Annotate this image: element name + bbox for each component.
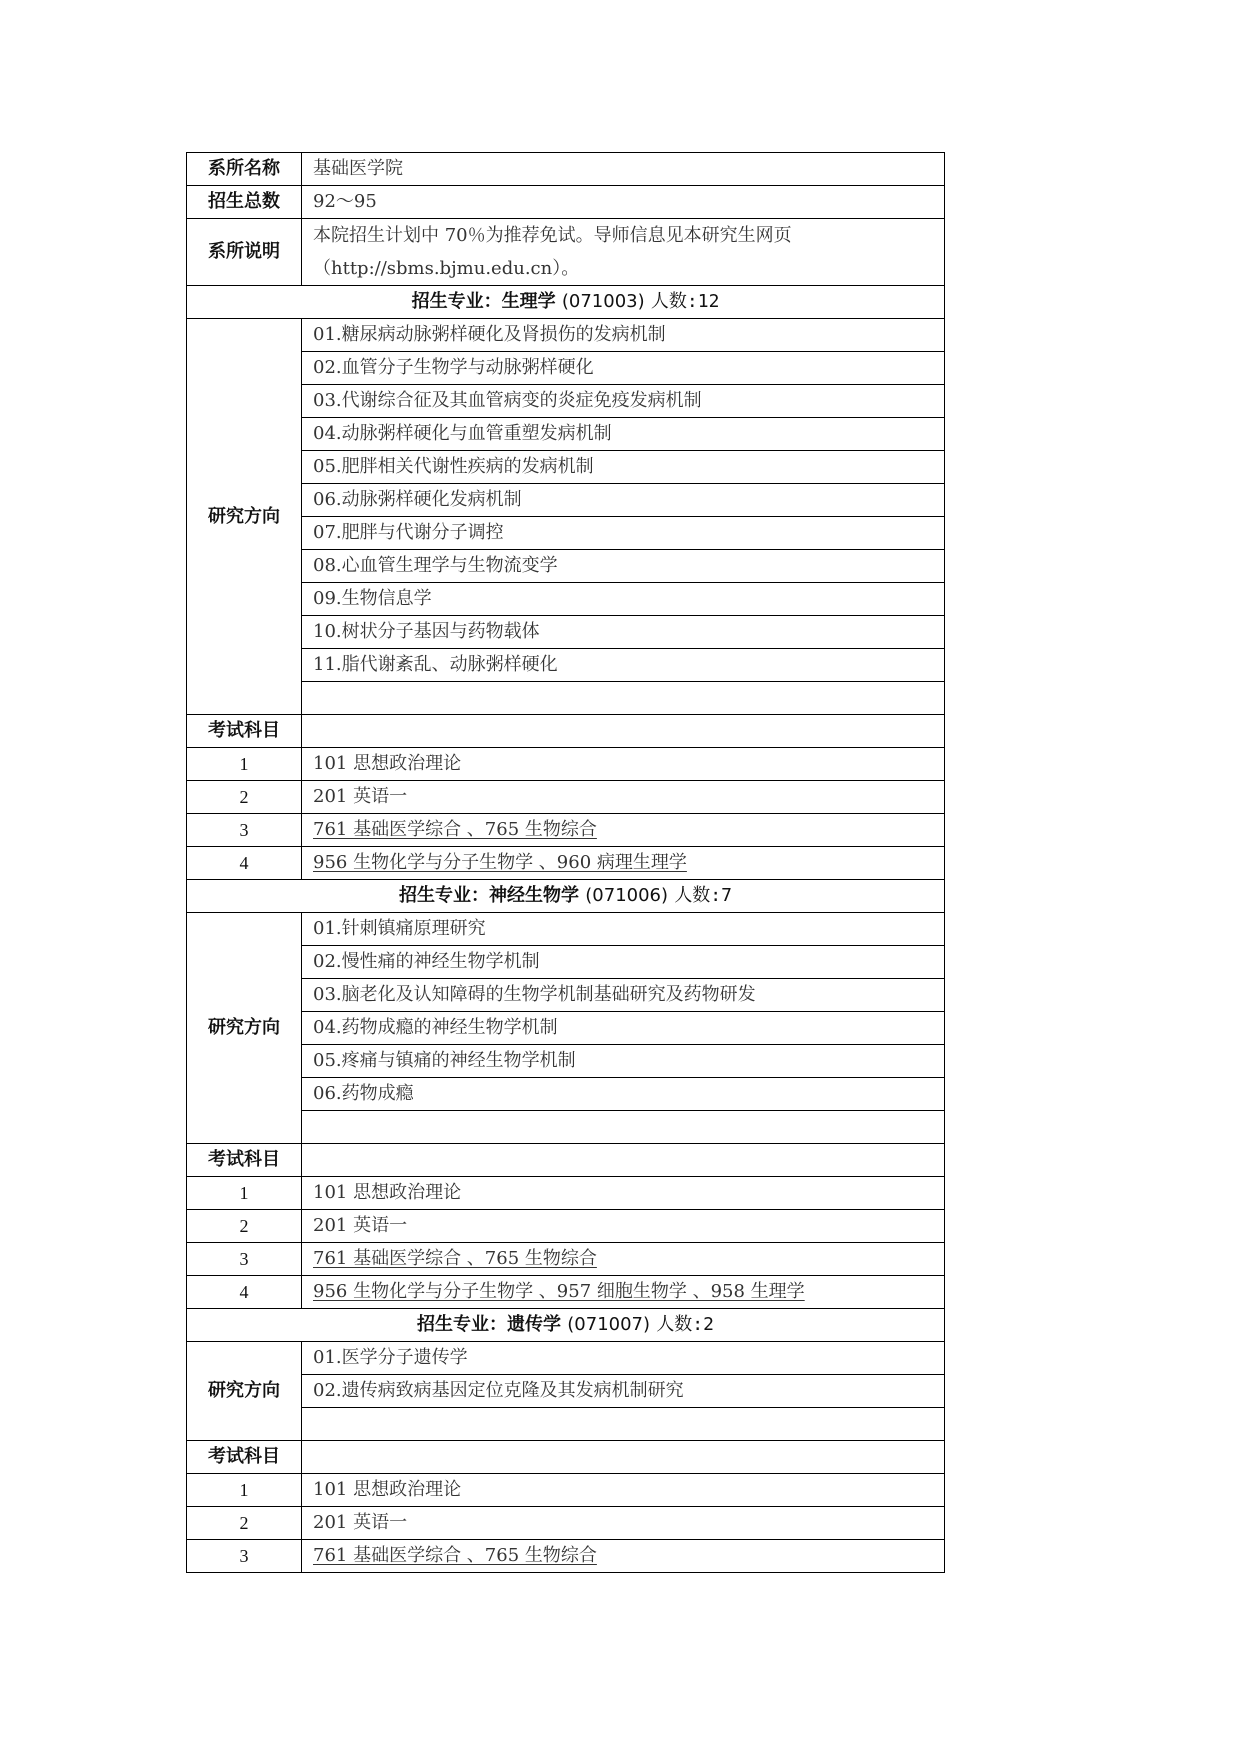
exam-subject: 101 思想政治理论 [302, 1177, 945, 1210]
direction-item: 09.生物信息学 [302, 583, 945, 616]
research-label: 研究方向 [187, 319, 302, 715]
exam-row [187, 1474, 945, 1507]
exam-subject-link[interactable]: 761 基础医学综合 、765 生物综合 [302, 1243, 945, 1276]
major-title [187, 1309, 945, 1342]
direction-row [187, 319, 945, 352]
total-value: 92～95 [302, 186, 945, 219]
exam-subject-link[interactable]: 761 基础医学综合 、765 生物综合 [302, 814, 945, 847]
direction-empty [302, 1111, 945, 1144]
major-title [187, 880, 945, 913]
direction-item: 11.脂代谢紊乱、动脉粥样硬化 [302, 649, 945, 682]
exam-no: 1 [187, 1177, 302, 1210]
direction-item: 07.肥胖与代谢分子调控 [302, 517, 945, 550]
major-title-text: 招生专业：遗传学 [416, 1314, 561, 1335]
dept-name-row [187, 153, 945, 186]
research-label: 研究方向 [187, 913, 302, 1144]
major-header-row [187, 286, 945, 319]
direction-item: 02.血管分子生物学与动脉粥样硬化 [302, 352, 945, 385]
direction-empty [302, 682, 945, 715]
exam-row [187, 781, 945, 814]
exam-no: 2 [187, 1210, 302, 1243]
direction-item: 06.动脉粥样硬化发病机制 [302, 484, 945, 517]
research-label: 研究方向 [187, 1342, 302, 1441]
direction-item: 03.代谢综合征及其血管病变的炎症免疫发病机制 [302, 385, 945, 418]
direction-item: 05.肥胖相关代谢性疾病的发病机制 [302, 451, 945, 484]
major-header-row [187, 1309, 945, 1342]
exam-subject-link[interactable]: 956 生物化学与分子生物学 、960 病理生理学 [302, 847, 945, 880]
exam-label: 考试科目 [187, 1441, 302, 1474]
direction-row [187, 1342, 945, 1375]
exam-no: 3 [187, 814, 302, 847]
total-label: 招生总数 [187, 186, 302, 219]
exam-row [187, 1507, 945, 1540]
exam-header-row [187, 1441, 945, 1474]
exam-row [187, 1276, 945, 1309]
major-code: (071006) [585, 885, 669, 906]
dept-name-value: 基础医学院 [302, 153, 945, 186]
exam-no: 3 [187, 1540, 302, 1573]
direction-item: 03.脑老化及认知障碍的生物学机制基础研究及药物研发 [302, 979, 945, 1012]
direction-item: 05.疼痛与镇痛的神经生物学机制 [302, 1045, 945, 1078]
desc-line-2: （http://sbms.bjmu.edu.cn）。 [313, 258, 580, 279]
exam-label: 考试科目 [187, 715, 302, 748]
enrollment-table-page [186, 152, 944, 1573]
dept-name-label: 系所名称 [187, 153, 302, 186]
exam-header-empty [302, 715, 945, 748]
exam-no: 4 [187, 1276, 302, 1309]
direction-item: 08.心血管生理学与生物流变学 [302, 550, 945, 583]
direction-item: 04.动脉粥样硬化与血管重塑发病机制 [302, 418, 945, 451]
exam-no: 2 [187, 1507, 302, 1540]
direction-item: 06.药物成瘾 [302, 1078, 945, 1111]
exam-no: 3 [187, 1243, 302, 1276]
direction-item: 01.糖尿病动脉粥样硬化及肾损伤的发病机制 [302, 319, 945, 352]
exam-subject: 201 英语一 [302, 1507, 945, 1540]
desc-row [187, 219, 945, 286]
direction-item: 01.医学分子遗传学 [302, 1342, 945, 1375]
desc-line-1: 本院招生计划中 70％为推荐免试。导师信息见本研究生网页 [313, 225, 792, 246]
exam-subject-link[interactable]: 761 基础医学综合 、765 生物综合 [302, 1540, 945, 1573]
direction-item: 10.树状分子基因与药物载体 [302, 616, 945, 649]
major-header-row [187, 880, 945, 913]
exam-no: 1 [187, 1474, 302, 1507]
desc-value [302, 219, 945, 286]
exam-row [187, 847, 945, 880]
major-title-text: 招生专业：神经生物学 [398, 885, 579, 906]
exam-header-row [187, 715, 945, 748]
exam-subject: 101 思想政治理论 [302, 748, 945, 781]
major-code: (071007) [567, 1314, 651, 1335]
enrollment-table [186, 152, 945, 1573]
desc-label: 系所说明 [187, 219, 302, 286]
direction-row [187, 913, 945, 946]
exam-row [187, 1243, 945, 1276]
exam-row [187, 748, 945, 781]
major-count: 人数:2 [656, 1314, 714, 1335]
major-title [187, 286, 945, 319]
exam-label: 考试科目 [187, 1144, 302, 1177]
exam-header-empty [302, 1441, 945, 1474]
major-title-text: 招生专业：生理学 [411, 291, 556, 312]
major-count: 人数:7 [674, 885, 732, 906]
exam-row [187, 1540, 945, 1573]
exam-subject-link[interactable]: 956 生物化学与分子生物学 、957 细胞生物学 、958 生理学 [302, 1276, 945, 1309]
exam-header-empty [302, 1144, 945, 1177]
exam-header-row [187, 1144, 945, 1177]
major-code: (071003) [561, 291, 645, 312]
exam-no: 4 [187, 847, 302, 880]
direction-empty [302, 1408, 945, 1441]
direction-item: 04.药物成瘾的神经生物学机制 [302, 1012, 945, 1045]
exam-subject: 201 英语一 [302, 1210, 945, 1243]
direction-item: 02.慢性痛的神经生物学机制 [302, 946, 945, 979]
exam-subject: 201 英语一 [302, 781, 945, 814]
direction-item: 01.针刺镇痛原理研究 [302, 913, 945, 946]
total-row [187, 186, 945, 219]
direction-item: 02.遗传病致病基因定位克隆及其发病机制研究 [302, 1375, 945, 1408]
exam-row [187, 1210, 945, 1243]
major-count: 人数:12 [650, 291, 720, 312]
exam-subject: 101 思想政治理论 [302, 1474, 945, 1507]
exam-no: 2 [187, 781, 302, 814]
exam-row [187, 814, 945, 847]
exam-row [187, 1177, 945, 1210]
exam-no: 1 [187, 748, 302, 781]
